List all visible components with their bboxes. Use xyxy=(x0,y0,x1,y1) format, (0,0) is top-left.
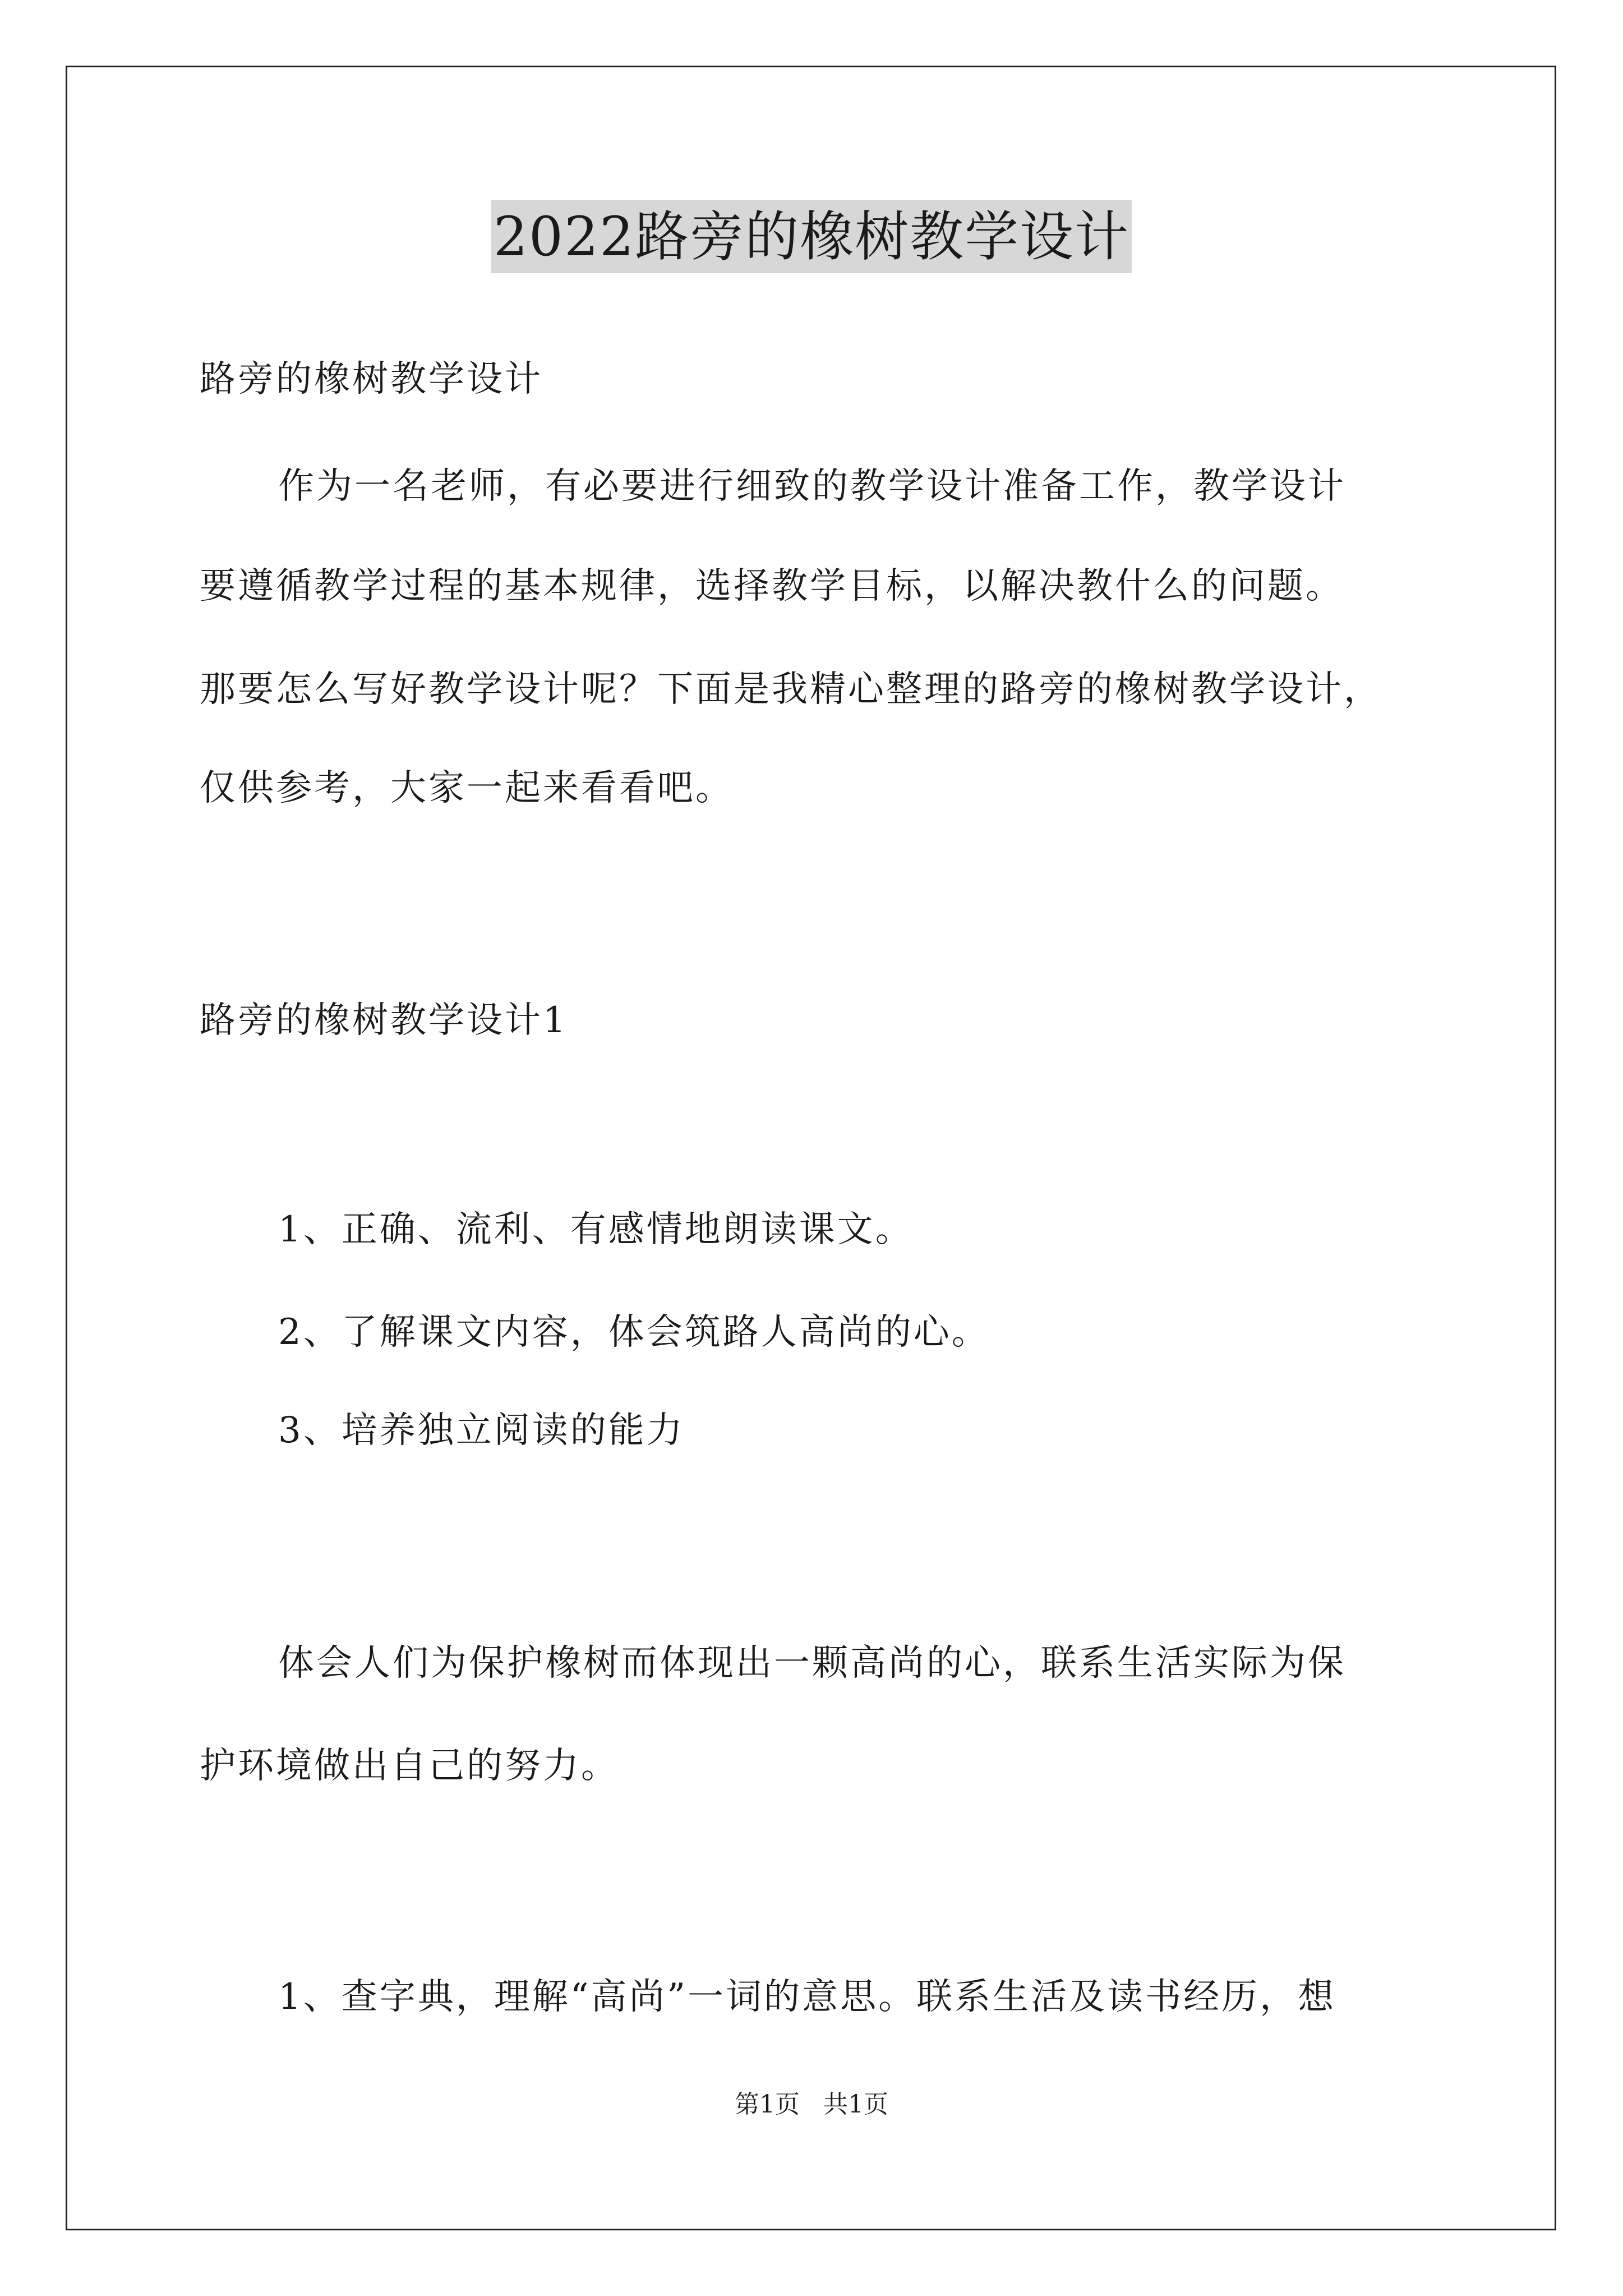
goal-item-1: 1、正确、流利、有感情地朗读课文。 xyxy=(278,1209,914,1250)
goal-item-3: 3、培养独立阅读的能力 xyxy=(278,1410,685,1451)
key-point-line-1: 体会人们为保护橡树而体现出一颗高尚的心，联系生活实际为保 xyxy=(278,1642,1346,1684)
intro-line-2: 要遵循教学过程的基本规律，选择教学目标，以解决教什么的问题。 xyxy=(200,565,1344,607)
intro-line-3: 那要怎么写好教学设计呢？下面是我精心整理的路旁的橡树教学设计， xyxy=(200,669,1382,710)
intro-line-1: 作为一名老师，有必要进行细致的教学设计准备工作，教学设计 xyxy=(278,466,1346,507)
step-line-1: 1、查字典，理解“高尚”一词的意思。联系生活及读书经历，想 xyxy=(278,1976,1336,2018)
document-subtitle: 路旁的橡树教学设计 xyxy=(200,358,543,400)
document-title: 2022路旁的橡树教学设计 xyxy=(491,200,1132,273)
section-heading: 路旁的橡树教学设计1 xyxy=(200,1000,568,1041)
page-footer: 第1页 共1页 xyxy=(735,2090,888,2119)
intro-line-4: 仅供参考，大家一起来看看吧。 xyxy=(200,767,734,809)
key-point-line-2: 护环境做出自己的努力。 xyxy=(200,1745,619,1787)
title-container xyxy=(0,200,1623,273)
goal-item-2: 2、了解课文内容，体会筑路人高尚的心。 xyxy=(278,1312,990,1353)
